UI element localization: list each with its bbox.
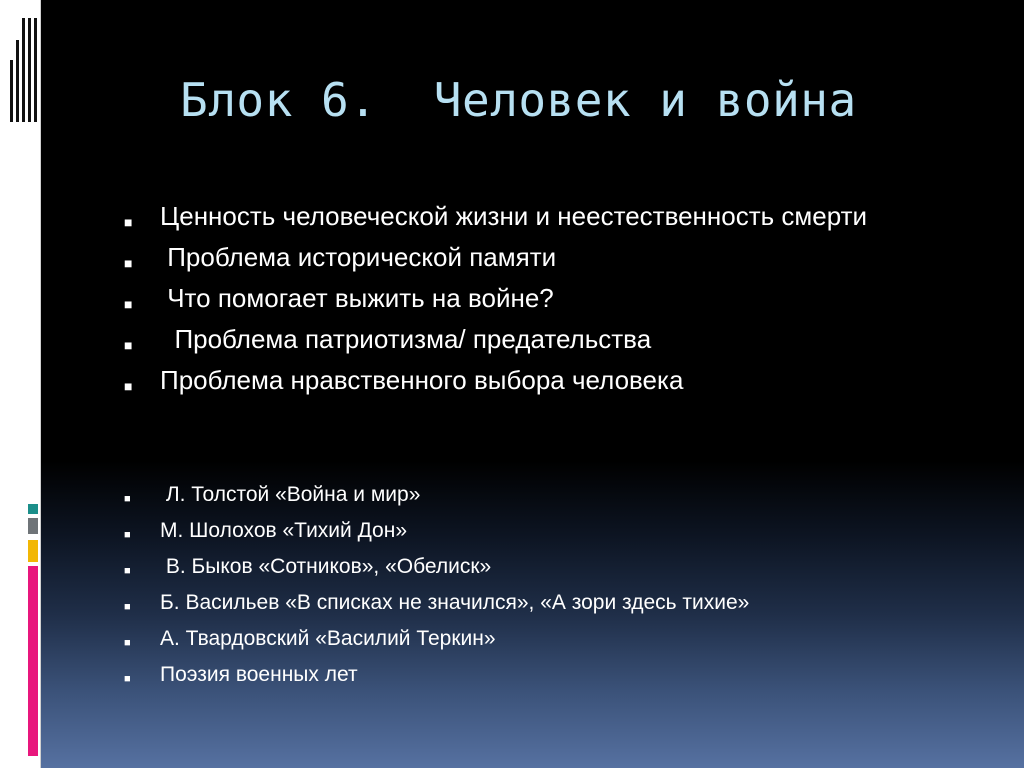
list-item	[120, 590, 980, 616]
works-list	[120, 482, 980, 698]
work-text: Поэзия военных лет	[160, 663, 358, 686]
left-color-bars	[28, 0, 40, 768]
topic-text: Ценность человеческой жизни и неестественность смерти	[160, 201, 868, 231]
yellow-bar	[28, 540, 38, 562]
list-item	[120, 626, 980, 652]
list-item	[120, 364, 980, 396]
bullet-icon: ■	[124, 378, 133, 394]
work-text: М. Шолохов «Тихий Дон»	[160, 519, 408, 542]
list-item	[120, 518, 980, 544]
bullet-icon: ■	[124, 337, 133, 353]
list-item	[120, 554, 980, 580]
work-text: А. Твардовский «Василий Теркин»	[160, 627, 496, 650]
list-item	[120, 662, 980, 688]
topic-text: Проблема патриотизма/ предательства	[160, 324, 652, 354]
topic-text: Проблема нравственного выбора человека	[160, 365, 684, 395]
gray-bar	[28, 518, 38, 534]
list-item	[120, 323, 980, 355]
bullet-icon: ■	[124, 296, 133, 312]
bullet-icon: ■	[124, 214, 133, 230]
list-item	[120, 482, 980, 508]
bullet-icon: ■	[124, 637, 131, 649]
bullet-icon: ■	[124, 493, 131, 505]
bullet-icon: ■	[124, 529, 131, 541]
bullet-icon: ■	[124, 601, 131, 613]
teal-bar	[28, 504, 38, 514]
list-item	[120, 200, 980, 232]
work-text: Б. Васильев «В списках не значился», «А зори здесь тихие»	[160, 591, 750, 614]
bullet-icon: ■	[124, 255, 133, 271]
topic-text: Проблема исторической памяти	[160, 242, 557, 272]
topics-list	[120, 200, 980, 405]
topic-text: Что помогает выжить на войне?	[160, 283, 554, 313]
list-item	[120, 241, 980, 273]
work-text: В. Быков «Сотников», «Обелиск»	[160, 555, 492, 578]
bullet-icon: ■	[124, 565, 131, 577]
pink-bar	[28, 566, 38, 756]
slide-title: Блок 6. Человек и война	[180, 73, 857, 127]
work-text: Л. Толстой «Война и мир»	[160, 483, 421, 506]
list-item	[120, 282, 980, 314]
bullet-icon: ■	[124, 673, 131, 685]
